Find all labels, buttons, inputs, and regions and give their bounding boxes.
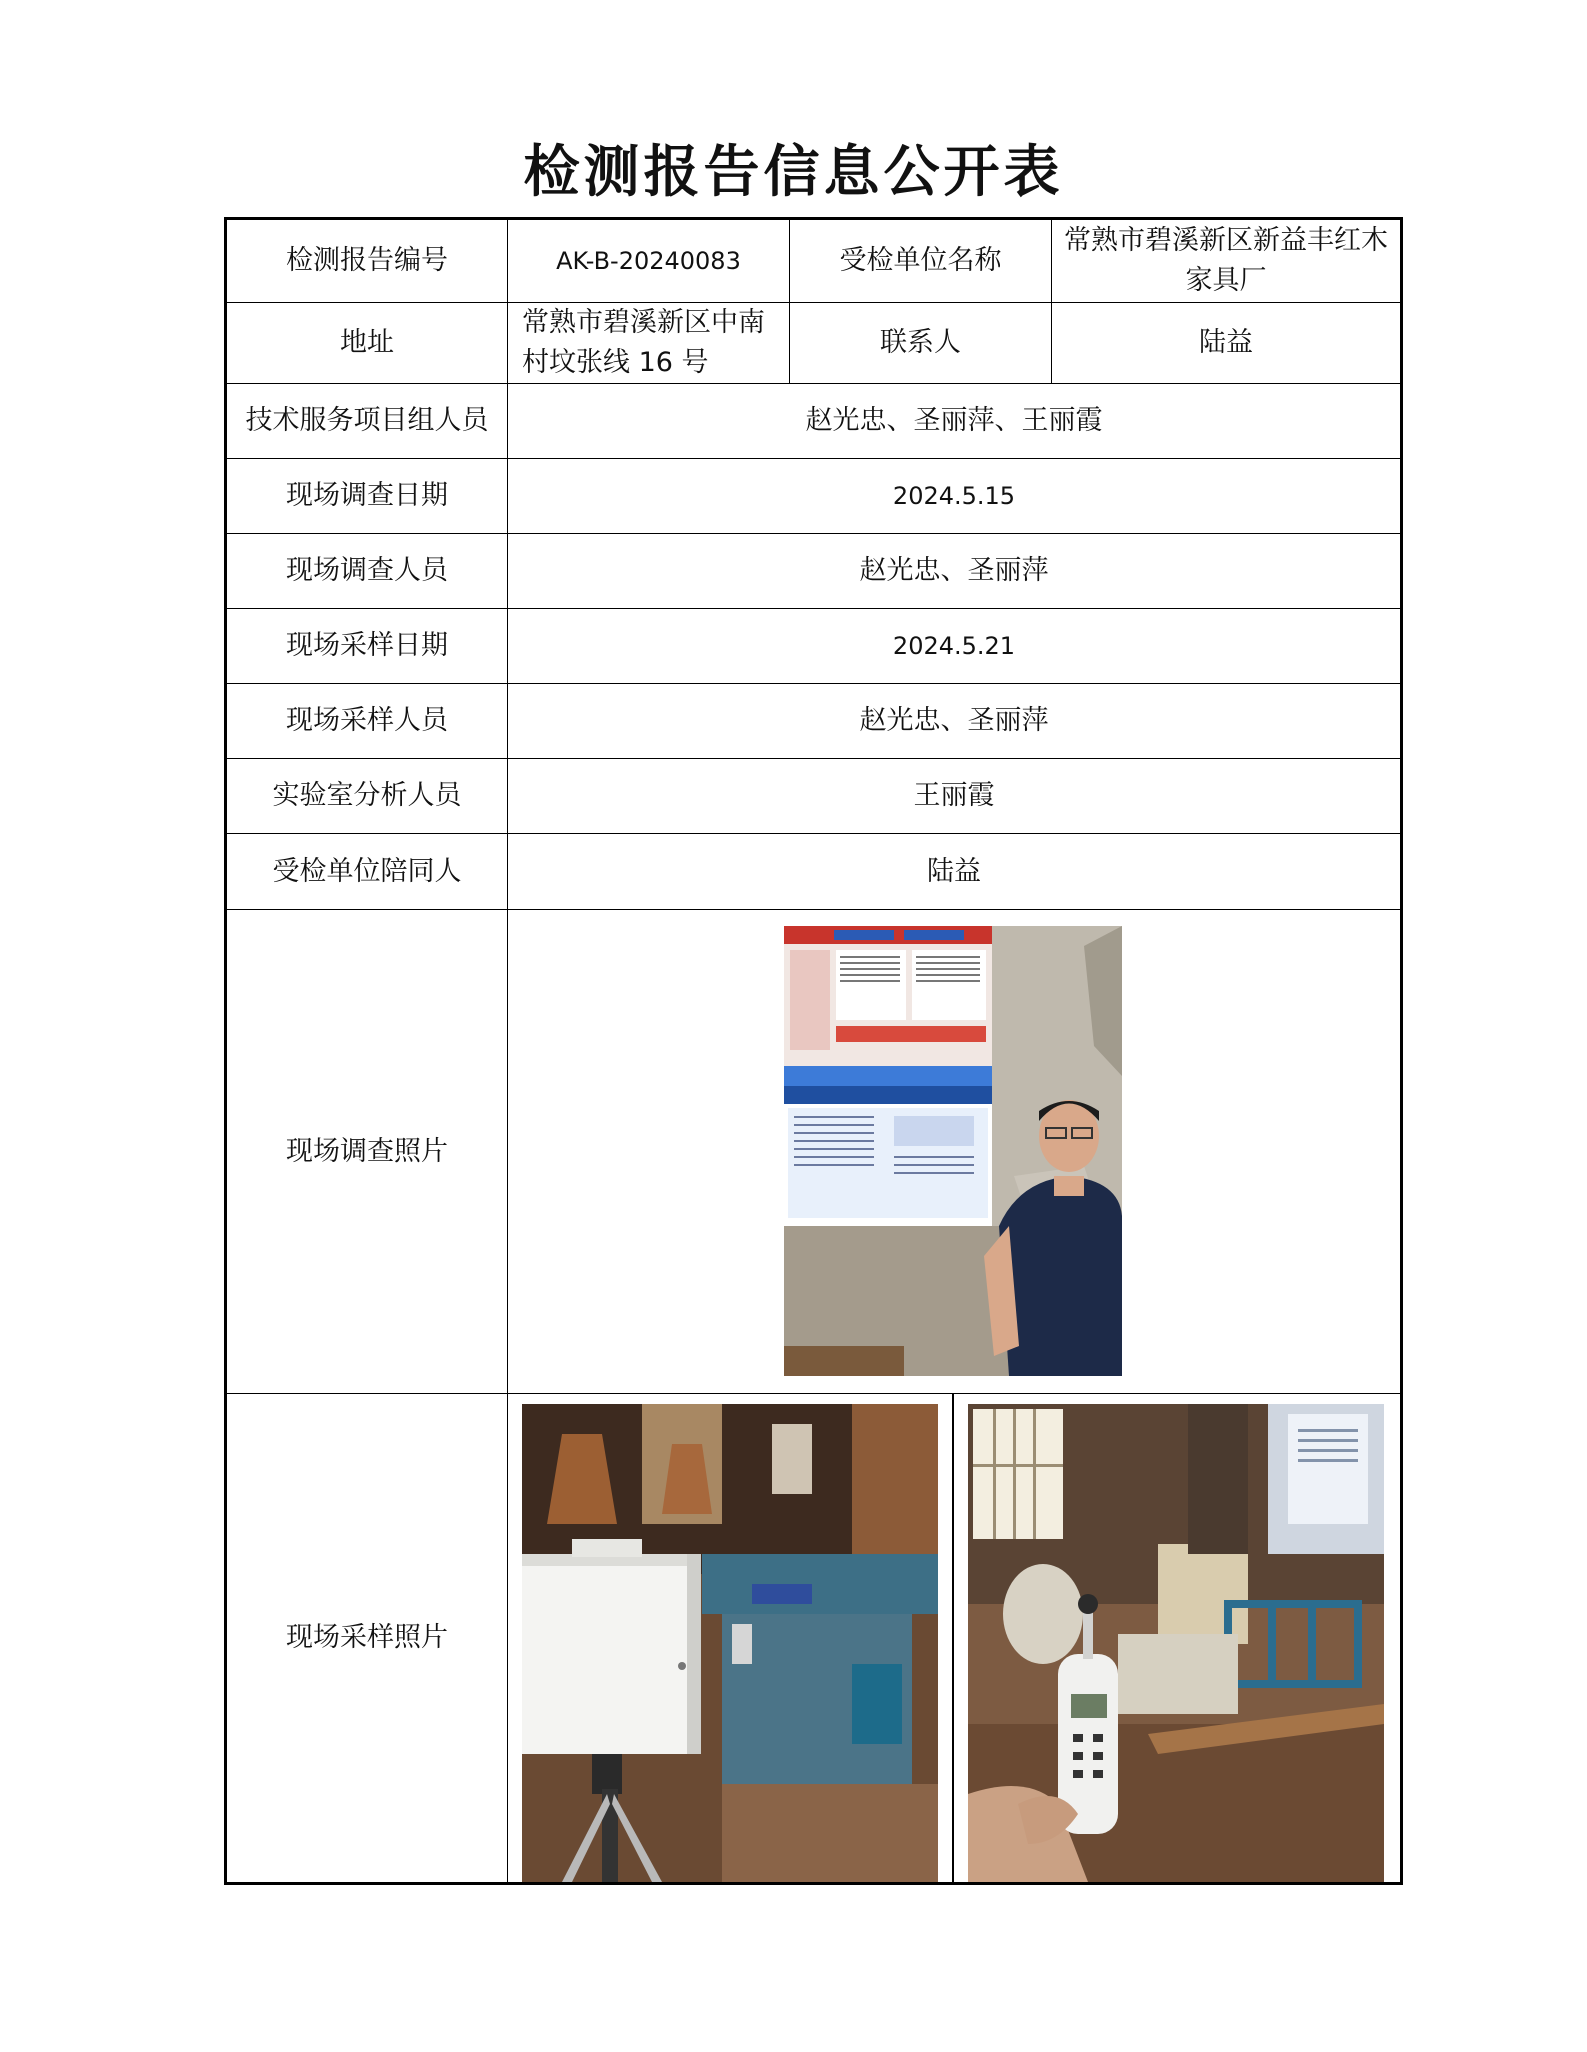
lab-staff-value: 王丽霞 bbox=[508, 759, 1402, 834]
team-label: 技术服务项目组人员 bbox=[226, 384, 508, 459]
sampling-date-value: 2024.5.21 bbox=[508, 609, 1402, 684]
survey-date-value: 2024.5.15 bbox=[508, 459, 1402, 534]
survey-staff-label: 现场调查人员 bbox=[226, 534, 508, 609]
unit-name-label: 受检单位名称 bbox=[790, 219, 1052, 303]
contact-value: 陆益 bbox=[1052, 303, 1402, 384]
unit-name-value: 常熟市碧溪新区新益丰红木家具厂 bbox=[1052, 219, 1402, 303]
table-row bbox=[226, 834, 1402, 910]
sampling-photo-cell bbox=[508, 1394, 1402, 1884]
table-row bbox=[226, 684, 1402, 759]
lab-staff-label: 实验室分析人员 bbox=[226, 759, 508, 834]
survey-date-label: 现场调查日期 bbox=[226, 459, 508, 534]
sampling-staff-label: 现场采样人员 bbox=[226, 684, 508, 759]
sampling-photo-label: 现场采样照片 bbox=[226, 1394, 508, 1884]
table-row bbox=[226, 910, 1402, 1394]
sampling-photo-2 bbox=[968, 1404, 1384, 1882]
table-row bbox=[226, 459, 1402, 534]
table-row bbox=[226, 609, 1402, 684]
sampling-staff-value: 赵光忠、圣丽萍 bbox=[508, 684, 1402, 759]
report-no-label: 检测报告编号 bbox=[226, 219, 508, 303]
sampling-date-label: 现场采样日期 bbox=[226, 609, 508, 684]
survey-photo-cell bbox=[508, 910, 1402, 1394]
team-value: 赵光忠、圣丽萍、王丽霞 bbox=[508, 384, 1402, 459]
report-info-table bbox=[224, 217, 1403, 1885]
table-row bbox=[226, 1394, 1402, 1884]
contact-label: 联系人 bbox=[790, 303, 1052, 384]
escort-label: 受检单位陪同人 bbox=[226, 834, 508, 910]
page-title: 检测报告信息公开表 bbox=[523, 140, 1064, 205]
escort-value: 陆益 bbox=[508, 834, 1402, 910]
address-label: 地址 bbox=[226, 303, 508, 384]
table-row bbox=[226, 303, 1402, 384]
address-value: 常熟市碧溪新区中南村坟张线 16 号 bbox=[508, 303, 790, 384]
survey-staff-value: 赵光忠、圣丽萍 bbox=[508, 534, 1402, 609]
report-no-value: AK-B-20240083 bbox=[508, 219, 790, 303]
table-row bbox=[226, 219, 1402, 303]
table-row bbox=[226, 759, 1402, 834]
photo-divider bbox=[952, 1394, 954, 1882]
table-row bbox=[226, 534, 1402, 609]
survey-photo-label: 现场调查照片 bbox=[226, 910, 508, 1394]
table-row bbox=[226, 384, 1402, 459]
sampling-photo-1 bbox=[522, 1404, 938, 1882]
survey-photo bbox=[784, 926, 1122, 1376]
